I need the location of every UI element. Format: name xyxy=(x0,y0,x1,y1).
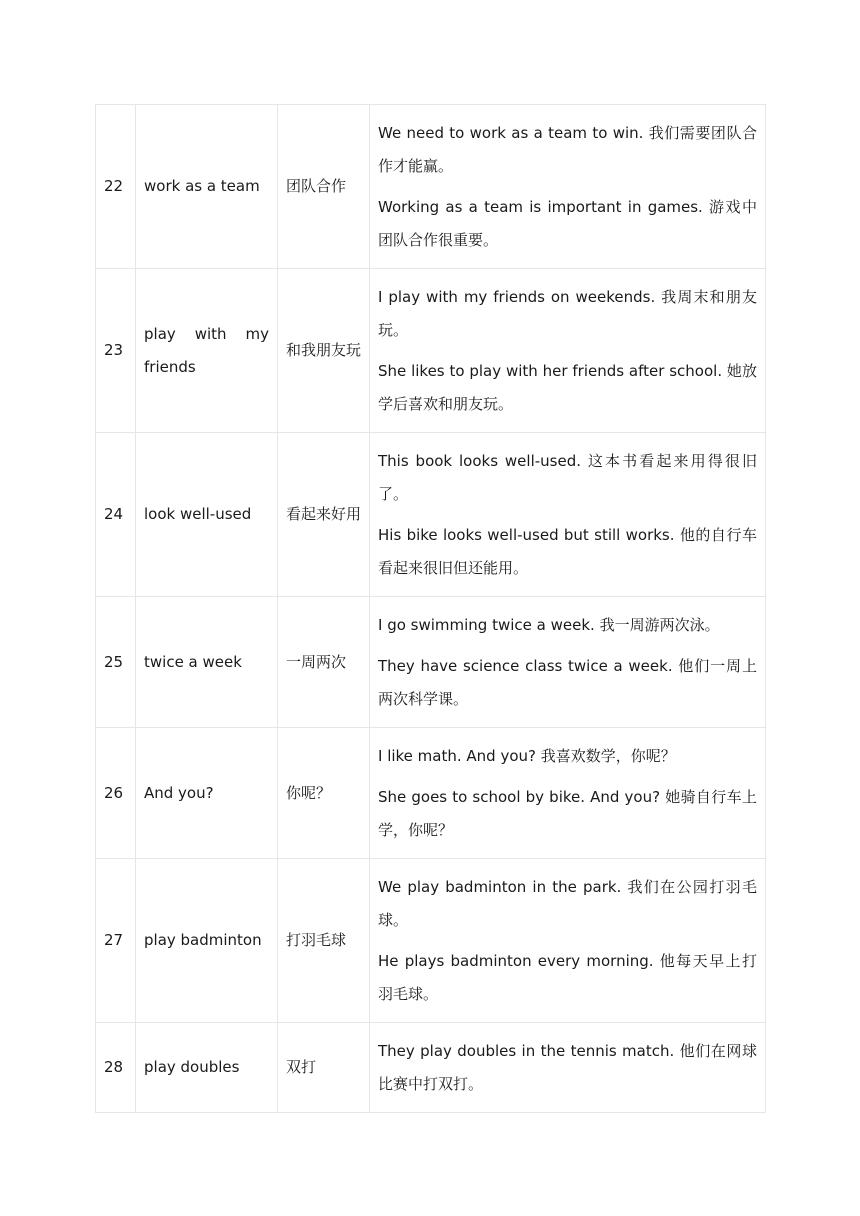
row-number: 23 xyxy=(96,269,136,433)
example-sentence: She likes to play with her friends after school. 她放学后喜欢和朋友玩。 xyxy=(378,361,757,413)
meaning-cell: 双打 xyxy=(278,1023,370,1113)
row-number: 26 xyxy=(96,728,136,859)
example-sentence: They have science class twice a week. 他们一周上两次科学课。 xyxy=(378,656,757,708)
examples-cell xyxy=(370,859,766,1023)
examples-cell xyxy=(370,269,766,433)
example-sentence: He plays badminton every morning. 他每天早上打羽毛球。 xyxy=(378,951,757,1003)
example-sentence: Working as a team is important in games. 游戏中团队合作很重要。 xyxy=(378,197,757,249)
row-number: 24 xyxy=(96,433,136,597)
examples-cell xyxy=(370,105,766,269)
table-row xyxy=(96,1023,766,1113)
example-sentence: His bike looks well-used but still works. 他的自行车看起来很旧但还能用。 xyxy=(378,525,757,577)
document-page xyxy=(95,104,765,1113)
row-number: 28 xyxy=(96,1023,136,1113)
meaning-cell: 你呢？ xyxy=(278,728,370,859)
row-number: 27 xyxy=(96,859,136,1023)
meaning-cell: 团队合作 xyxy=(278,105,370,269)
phrase-cell: play badminton xyxy=(136,859,278,1023)
phrase-cell: play doubles xyxy=(136,1023,278,1113)
examples-cell xyxy=(370,597,766,728)
meaning-cell: 打羽毛球 xyxy=(278,859,370,1023)
meaning-cell: 和我朋友玩 xyxy=(278,269,370,433)
example-sentence: They play doubles in the tennis match. 他们在网球比赛中打双打。 xyxy=(378,1041,757,1093)
phrase-cell: And you? xyxy=(136,728,278,859)
table-row xyxy=(96,105,766,269)
examples-cell xyxy=(370,433,766,597)
meaning-cell: 一周两次 xyxy=(278,597,370,728)
example-sentence: She goes to school by bike. And you? 她骑自行车上学，你呢？ xyxy=(378,787,757,839)
table-row xyxy=(96,728,766,859)
row-number: 22 xyxy=(96,105,136,269)
example-sentence: This book looks well-used. 这本书看起来用得很旧了。 xyxy=(378,451,757,503)
table-row xyxy=(96,433,766,597)
examples-cell xyxy=(370,728,766,859)
phrase-cell: look well-used xyxy=(136,433,278,597)
table-row xyxy=(96,597,766,728)
phrase-cell: twice a week xyxy=(136,597,278,728)
vocabulary-table xyxy=(95,104,766,1113)
example-sentence: I like math. And you? 我喜欢数学，你呢？ xyxy=(378,746,676,765)
phrase-cell: work as a team xyxy=(136,105,278,269)
table-row xyxy=(96,859,766,1023)
examples-cell xyxy=(370,1023,766,1113)
example-sentence: I go swimming twice a week. 我一周游两次泳。 xyxy=(378,615,720,634)
phrase-cell: play with my friends xyxy=(136,269,278,433)
row-number: 25 xyxy=(96,597,136,728)
table-row xyxy=(96,269,766,433)
meaning-cell: 看起来好用 xyxy=(278,433,370,597)
example-sentence: I play with my friends on weekends. 我周末和朋友玩。 xyxy=(378,287,757,339)
example-sentence: We play badminton in the park. 我们在公园打羽毛球。 xyxy=(378,877,757,929)
example-sentence: We need to work as a team to win. 我们需要团队合作才能赢。 xyxy=(378,123,757,175)
